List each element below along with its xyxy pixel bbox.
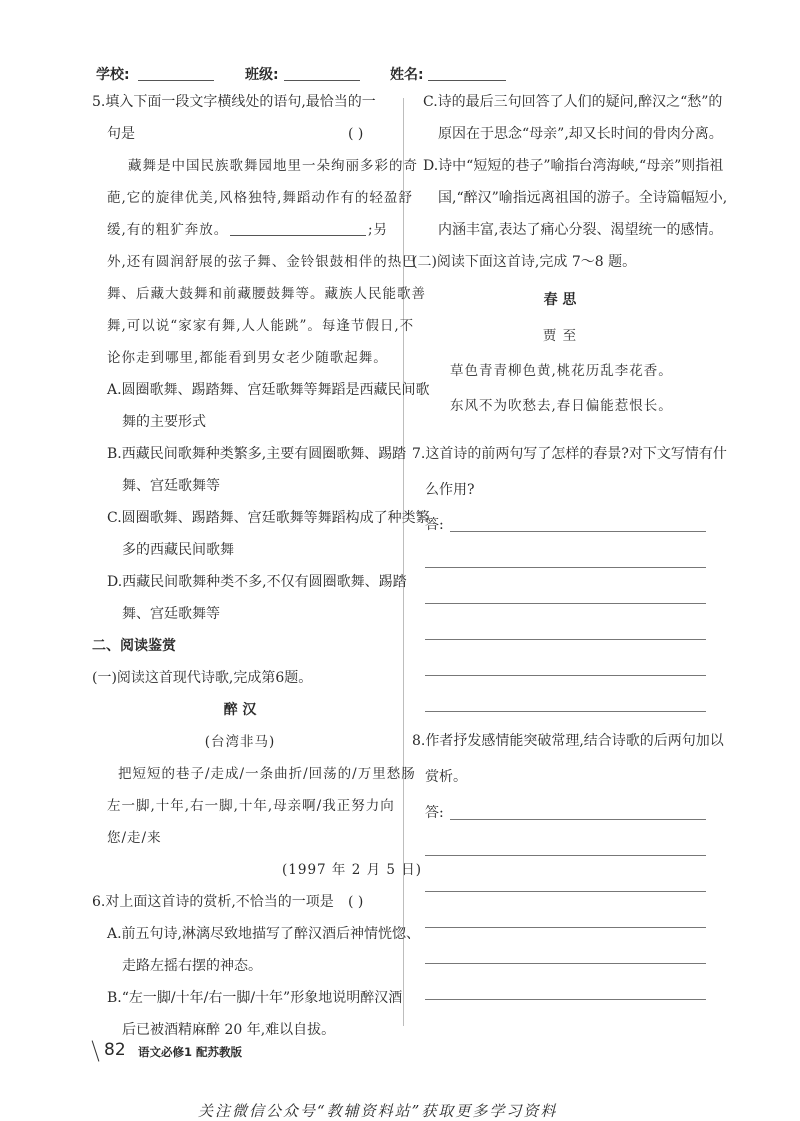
q8-answer-line[interactable] bbox=[450, 819, 706, 820]
q6-option-c-cont: 原因在于思念“母亲”,却又长时间的骨肉分离。 bbox=[438, 126, 723, 142]
footer-slash bbox=[92, 1040, 100, 1061]
q5-stem-2: 句是 bbox=[107, 126, 135, 142]
poem1-line: 您/走/来 bbox=[107, 830, 162, 846]
q8-stem-cont: 赏析。 bbox=[425, 769, 467, 785]
poem1-date: (1997 年 2 月 5 日) bbox=[282, 862, 423, 878]
q5-passage-line: 葩,它的旋律优美,风格独特,舞蹈动作有的轻盈舒 bbox=[107, 190, 413, 206]
poem1-line: 把短短的巷子/走成/一条曲折/回荡的/万里愁肠 bbox=[118, 766, 416, 782]
q7-answer-line[interactable] bbox=[425, 711, 706, 712]
part1-intro: (一)阅读这首现代诗歌,完成第6题。 bbox=[92, 670, 313, 686]
q5-fill-blank bbox=[230, 235, 366, 236]
q8-answer-line[interactable] bbox=[425, 891, 706, 892]
q5-passage-line: ;另 bbox=[368, 222, 389, 238]
q5-option-a-cont: 舞的主要形式 bbox=[122, 414, 206, 430]
q8-answer-line[interactable] bbox=[425, 963, 706, 964]
section-heading: 二、阅读鉴赏 bbox=[92, 638, 176, 654]
book-title: 语文必修1 配苏教版 bbox=[138, 1045, 243, 1059]
q5-option-c-cont: 多的西藏民间歌舞 bbox=[122, 542, 234, 558]
q6-answer-paren: ( ) bbox=[348, 894, 364, 910]
q5-passage-line: 藏舞是中国民族歌舞园地里一朵绚丽多彩的奇 bbox=[128, 158, 418, 174]
q6-option-d-cont: 国,“醉汉”喻指远离祖国的游子。全诗篇幅短小, bbox=[438, 190, 728, 206]
page-number: 82 bbox=[104, 1040, 126, 1060]
q7-answer-line[interactable] bbox=[425, 675, 706, 676]
q6-option-d: D.诗中“短短的巷子”喻指台湾海峡,“母亲”则指祖 bbox=[423, 158, 724, 174]
q7-stem-cont: 么作用? bbox=[425, 482, 475, 498]
poem2-line: 草色青青柳色黄,桃花历乱李花香。 bbox=[450, 363, 673, 379]
q7-stem: 7.这首诗的前两句写了怎样的春景?对下文写情有什 bbox=[412, 446, 727, 462]
column-divider bbox=[403, 98, 404, 1026]
q5-option-b-cont: 舞、宫廷歌舞等 bbox=[122, 478, 220, 494]
q6-option-b-cont: 后已被酒精麻醉 20 年,难以自拔。 bbox=[122, 1022, 336, 1038]
q7-answer-line[interactable] bbox=[425, 639, 706, 640]
school-blank bbox=[138, 80, 214, 81]
q5-passage-line: 舞,可以说“家家有舞,人人能跳”。每逢节假日,不 bbox=[107, 318, 415, 334]
name-blank bbox=[428, 80, 506, 81]
q7-answer-line[interactable] bbox=[425, 603, 706, 604]
q8-stem: 8.作者抒发感情能突破常理,结合诗歌的后两句加以 bbox=[412, 733, 724, 749]
class-blank bbox=[284, 80, 360, 81]
class-label: 班级: bbox=[245, 67, 279, 83]
q6-option-c: C.诗的最后三句回答了人们的疑问,醉汉之“愁”的 bbox=[423, 94, 723, 110]
poem1-title: 醉 汉 bbox=[223, 702, 257, 718]
q6-option-a: A.前五句诗,淋漓尽致地描写了醉汉酒后神情恍惚、 bbox=[107, 926, 421, 942]
poem1-author: (台湾非马) bbox=[204, 734, 276, 750]
q8-answer-line[interactable] bbox=[425, 855, 706, 856]
q7-answer-label: 答: bbox=[425, 517, 444, 533]
q5-answer-paren: ( ) bbox=[348, 126, 364, 142]
q5-option-d: D.西藏民间歌舞种类不多,不仅有圆圈歌舞、踢踏 bbox=[107, 574, 407, 590]
part2-intro: (二)阅读下面这首诗,完成 7～8 题。 bbox=[412, 254, 637, 270]
q5-option-a: A.圆圈歌舞、踢踏舞、宫廷歌舞等舞蹈是西藏民间歌 bbox=[107, 382, 430, 398]
q8-answer-label: 答: bbox=[425, 805, 444, 821]
q6-option-a-cont: 走路左摇右摆的神态。 bbox=[122, 958, 262, 974]
poem1-line: 左一脚,十年,右一脚,十年,母亲啊/我正努力向 bbox=[107, 798, 395, 814]
school-label: 学校: bbox=[96, 67, 130, 83]
q5-option-b: B.西藏民间歌舞种类繁多,主要有圆圈歌舞、踢踏 bbox=[107, 446, 407, 462]
q5-passage-line: 舞、后藏大鼓舞和前藏腰鼓舞等。藏族人民能歌善 bbox=[107, 286, 426, 302]
name-label: 姓名: bbox=[390, 67, 424, 83]
q5-stem-1: 5.填入下面一段文字横线处的语句,最恰当的一 bbox=[92, 94, 376, 110]
q5-passage-line: 外,还有圆润舒展的弦子舞、金铃银鼓相伴的热巴 bbox=[107, 254, 417, 270]
q5-option-c: C.圆圈歌舞、踢踏舞、宫廷歌舞等舞蹈构成了种类繁 bbox=[107, 510, 430, 526]
q6-stem: 6.对上面这首诗的赏析,不恰当的一项是 bbox=[92, 894, 334, 910]
poem2-line: 东风不为吹愁去,春日偏能惹恨长。 bbox=[450, 398, 673, 414]
q5-passage-line: 缓,有的粗犷奔放。 bbox=[107, 222, 229, 238]
q8-answer-line[interactable] bbox=[425, 999, 706, 1000]
poem2-title: 春 思 bbox=[543, 292, 577, 308]
q5-passage-line: 论你走到哪里,都能看到男女老少随歌起舞。 bbox=[107, 350, 388, 366]
q7-answer-line[interactable] bbox=[450, 531, 706, 532]
promo-text: 关注微信公众号“教辅资料站”获取更多学习资料 bbox=[198, 1102, 558, 1120]
q6-option-d-cont: 内涵丰富,表达了痛心分裂、渴望统一的感情。 bbox=[438, 222, 723, 238]
poem2-author: 贾 至 bbox=[542, 328, 578, 344]
q7-answer-line[interactable] bbox=[425, 567, 706, 568]
q5-option-d-cont: 舞、宫廷歌舞等 bbox=[122, 606, 220, 622]
q8-answer-line[interactable] bbox=[425, 927, 706, 928]
q6-option-b: B.“左一脚/十年/右一脚/十年”形象地说明醉汉酒 bbox=[107, 990, 403, 1006]
